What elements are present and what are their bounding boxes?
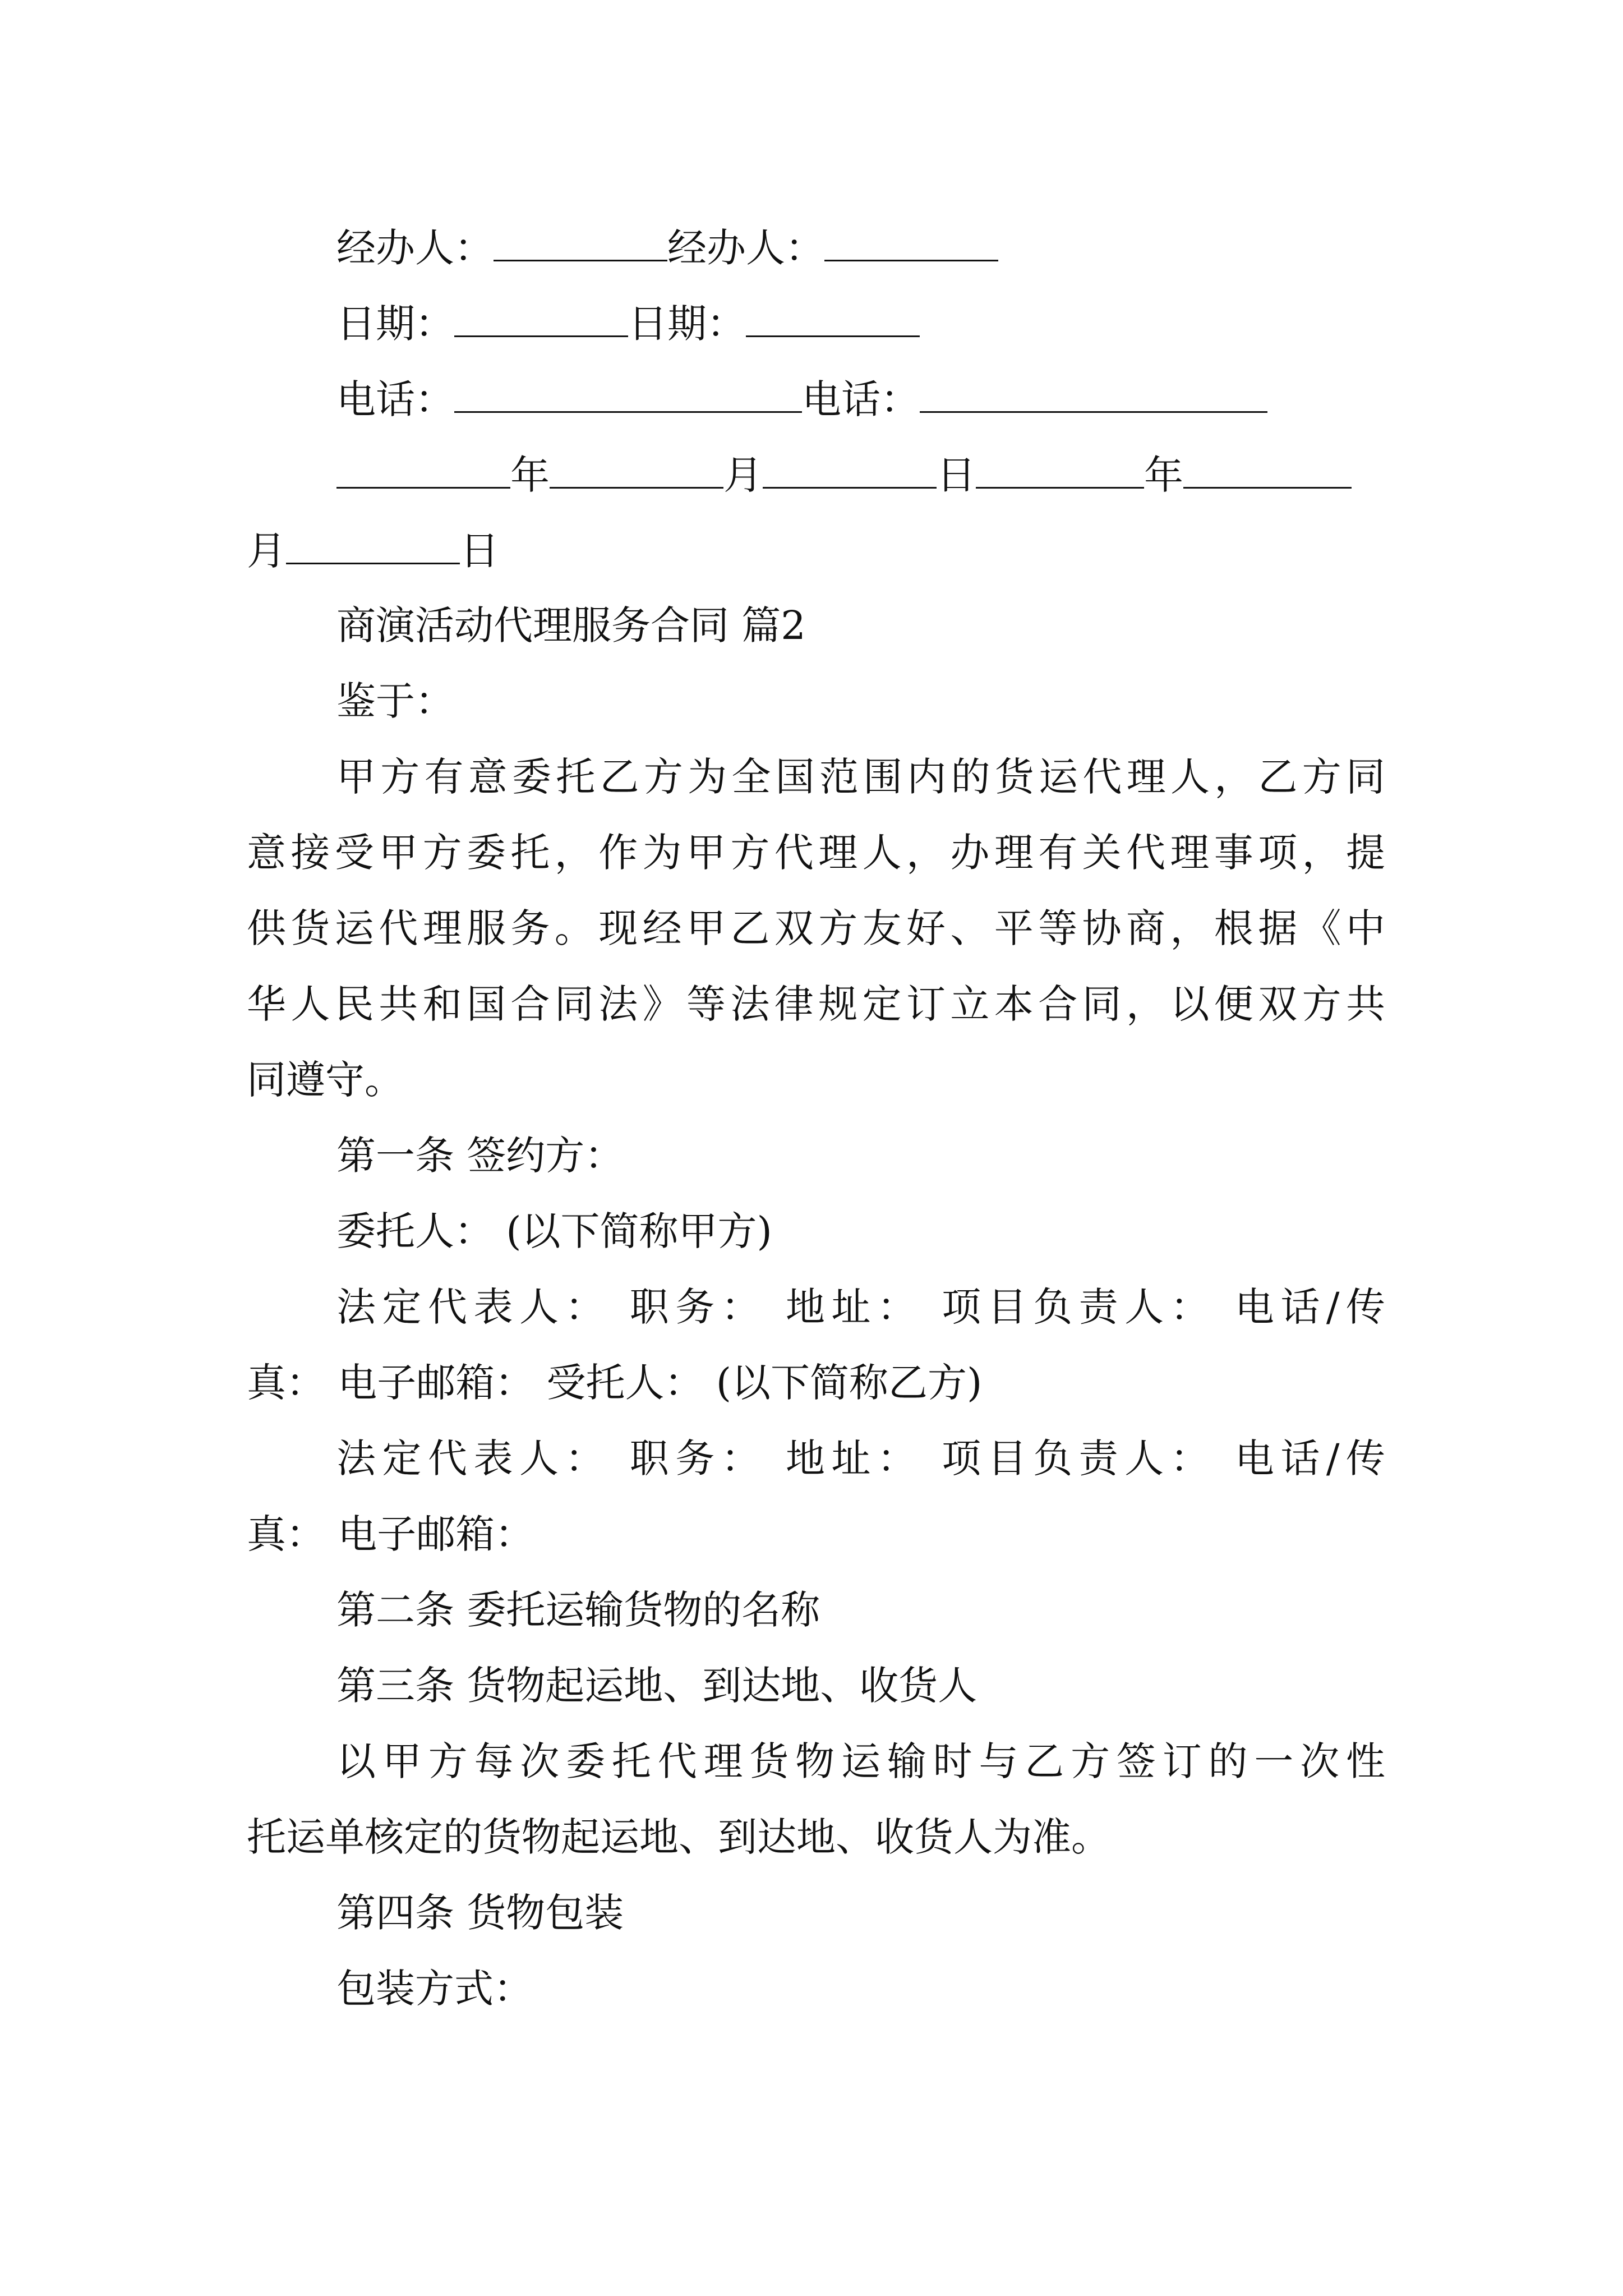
preamble-line-2: 意接受甲方委托，作为甲方代理人，办理有关代理事项，提 xyxy=(247,830,1385,876)
article2-title: 第二条 委托运输货物的名称 xyxy=(336,1587,820,1633)
date-label-a: 日期： xyxy=(336,301,454,347)
handler-line xyxy=(247,225,1385,271)
preamble-line-3: 供货运代理服务。现经甲乙双方友好、平等协商，根据《中 xyxy=(247,905,1385,951)
month-label-1: 月 xyxy=(723,452,763,498)
preamble-line-1: 甲方有意委托乙方为全国范围内的货运代理人，乙方同 xyxy=(336,754,1385,800)
handler-blank-b xyxy=(824,227,998,261)
preamble-line-4: 华人民共和国合同法》等法律规定订立本合同，以便双方共 xyxy=(247,981,1385,1027)
article3-body-line-2: 托运单核定的货物起运地、到达地、收货人为准。 xyxy=(247,1814,1110,1860)
year-blank-2 xyxy=(976,454,1144,489)
month-blank-1 xyxy=(550,454,723,489)
party-a-line-2: 真： 电子邮箱： 受托人： (以下简称乙方) xyxy=(247,1360,983,1406)
party-b-line-2: 真： 电子邮箱： xyxy=(247,1511,534,1557)
date-fields-continuation xyxy=(247,528,1385,574)
year-blank-1 xyxy=(336,454,510,489)
article3-title: 第三条 货物起运地、到达地、收货人 xyxy=(336,1663,978,1709)
year-label-1: 年 xyxy=(510,452,550,498)
section-title: 商演活动代理服务合同 篇2 xyxy=(336,602,806,648)
principal-line: 委托人： (以下简称甲方) xyxy=(336,1208,772,1254)
date-blank-b xyxy=(746,303,920,337)
month-blank-2 xyxy=(1183,454,1352,489)
phone-line xyxy=(247,376,1385,422)
phone-label-b: 电话： xyxy=(802,376,920,422)
party-b-line-1: 法定代表人： 职务： 地址： 项目负责人： 电话/传 xyxy=(336,1435,1385,1481)
date-label-b: 日期： xyxy=(628,301,746,347)
month-label-2: 月 xyxy=(247,528,286,574)
article3-body-line-1: 以甲方每次委托代理货物运输时与乙方签订的一次性 xyxy=(336,1738,1385,1784)
party-a-line-1: 法定代表人： 职务： 地址： 项目负责人： 电话/传 xyxy=(336,1284,1385,1330)
handler-label-a: 经办人： xyxy=(336,225,494,271)
day-blank-1 xyxy=(763,454,937,489)
date-line xyxy=(247,301,1385,347)
packing-method-label: 包装方式： xyxy=(336,1966,533,2012)
article4-title: 第四条 货物包装 xyxy=(336,1890,624,1936)
date-fields-line xyxy=(247,452,1385,498)
handler-blank-a xyxy=(494,227,667,261)
date-blank-a xyxy=(454,303,628,337)
phone-blank-b xyxy=(920,379,1267,413)
day-label-2: 日 xyxy=(460,528,499,574)
phone-blank-a xyxy=(454,379,802,413)
phone-label-a: 电话： xyxy=(336,376,454,422)
handler-label-b: 经办人： xyxy=(667,225,824,271)
whereas-label: 鉴于： xyxy=(336,678,454,724)
year-label-2: 年 xyxy=(1144,452,1183,498)
day-blank-2 xyxy=(286,530,460,564)
preamble-line-5: 同遵守。 xyxy=(247,1057,404,1103)
day-label-1: 日 xyxy=(937,452,976,498)
article1-title: 第一条 签约方： xyxy=(336,1133,624,1179)
